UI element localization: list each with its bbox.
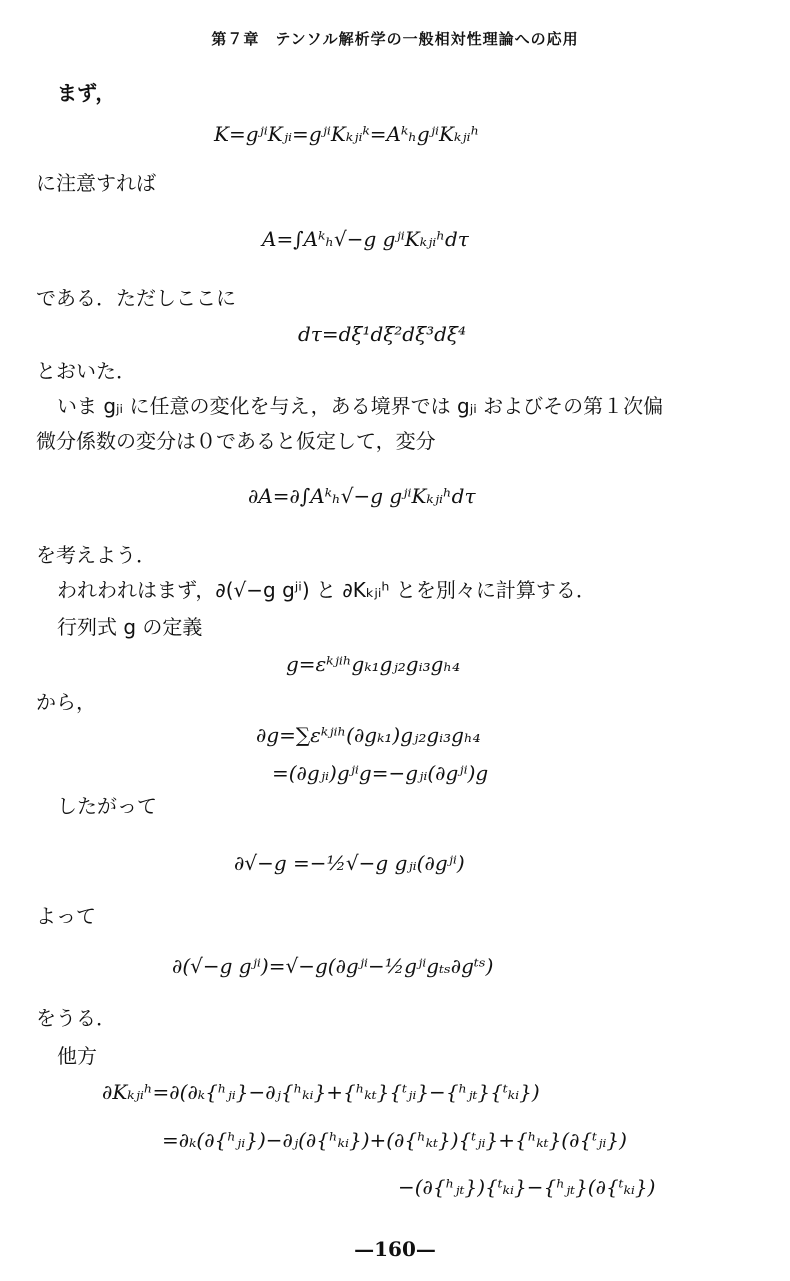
equation-9-line-2: =∂ₖ(∂{ʰⱼᵢ})−∂ⱼ(∂{ʰₖᵢ})+(∂{ʰₖₜ}){ᵗⱼᵢ}+{ʰₖₜ}(∂{ᵗⱼᵢ}) (162, 1128, 627, 1152)
paragraph-1: まず， (57, 81, 116, 105)
paragraph-10: したがって (57, 794, 157, 818)
equation-5: g=εᵏʲⁱʰgₖ₁gⱼ₂gᵢ₃gₕ₄ (286, 652, 461, 676)
paragraph-13: 他方 (57, 1044, 97, 1068)
paragraph-5-line-1: いま gⱼᵢ に任意の変化を与え，ある境界では gⱼᵢ およびその第１次偏 (57, 394, 664, 418)
paragraph-8: 行列式 g の定義 (57, 615, 203, 639)
paragraph-2: に注意すれば (36, 171, 156, 195)
equation-8: ∂(√−g gʲⁱ)=√−g(∂gʲⁱ−½gʲⁱgₜₛ∂gᵗˢ) (172, 954, 494, 978)
equation-6-line-1: ∂g=∑εᵏʲⁱʰ(∂gₖ₁)gⱼ₂gᵢ₃gₕ₄ (256, 723, 481, 747)
paragraph-3: である．ただしここに (36, 286, 236, 310)
paragraph-7: われわれはまず，∂(√−g gʲⁱ) と ∂Kₖⱼᵢʰ とを別々に計算する． (57, 578, 596, 602)
paragraph-4: とおいた． (36, 359, 136, 383)
equation-6-line-2: =(∂gⱼᵢ)gʲⁱg=−gⱼᵢ(∂gʲⁱ)g (272, 761, 489, 785)
equation-1: K=gʲⁱKⱼᵢ=gʲⁱKₖⱼᵢᵏ=AᵏₕgʲⁱKₖⱼᵢʰ (214, 122, 480, 146)
equation-4: ∂A=∂∫Aᵏₕ√−g gʲⁱKₖⱼᵢʰdτ (248, 484, 476, 508)
paragraph-12: をうる． (36, 1006, 116, 1030)
equation-9-line-1: ∂Kₖⱼᵢʰ=∂(∂ₖ{ʰⱼᵢ}−∂ⱼ{ʰₖᵢ}+{ʰₖₜ}{ᵗⱼᵢ}−{ʰⱼₜ}{ᵗₖᵢ}) (102, 1080, 540, 1104)
page-number: —160— (354, 1237, 436, 1261)
equation-9-line-3: −(∂{ʰⱼₜ}){ᵗₖᵢ}−{ʰⱼₜ}(∂{ᵗₖᵢ}) (398, 1175, 656, 1199)
equation-3: dτ=dξ¹dξ²dξ³dξ⁴ (298, 322, 466, 346)
paragraph-9: から， (36, 690, 96, 714)
paragraph-5-line-2: 微分係数の変分は０であると仮定して，変分 (36, 429, 436, 453)
equation-7: ∂√−g =−½√−g gⱼᵢ(∂gʲⁱ) (234, 851, 465, 875)
paragraph-11: よって (36, 904, 96, 928)
equation-2: A=∫Aᵏₕ√−g gʲⁱKₖⱼᵢʰdτ (262, 227, 469, 251)
paragraph-6: を考えよう． (36, 543, 156, 567)
chapter-header: 第７章 テンソル解析学の一般相対性理論への応用 (211, 30, 579, 48)
